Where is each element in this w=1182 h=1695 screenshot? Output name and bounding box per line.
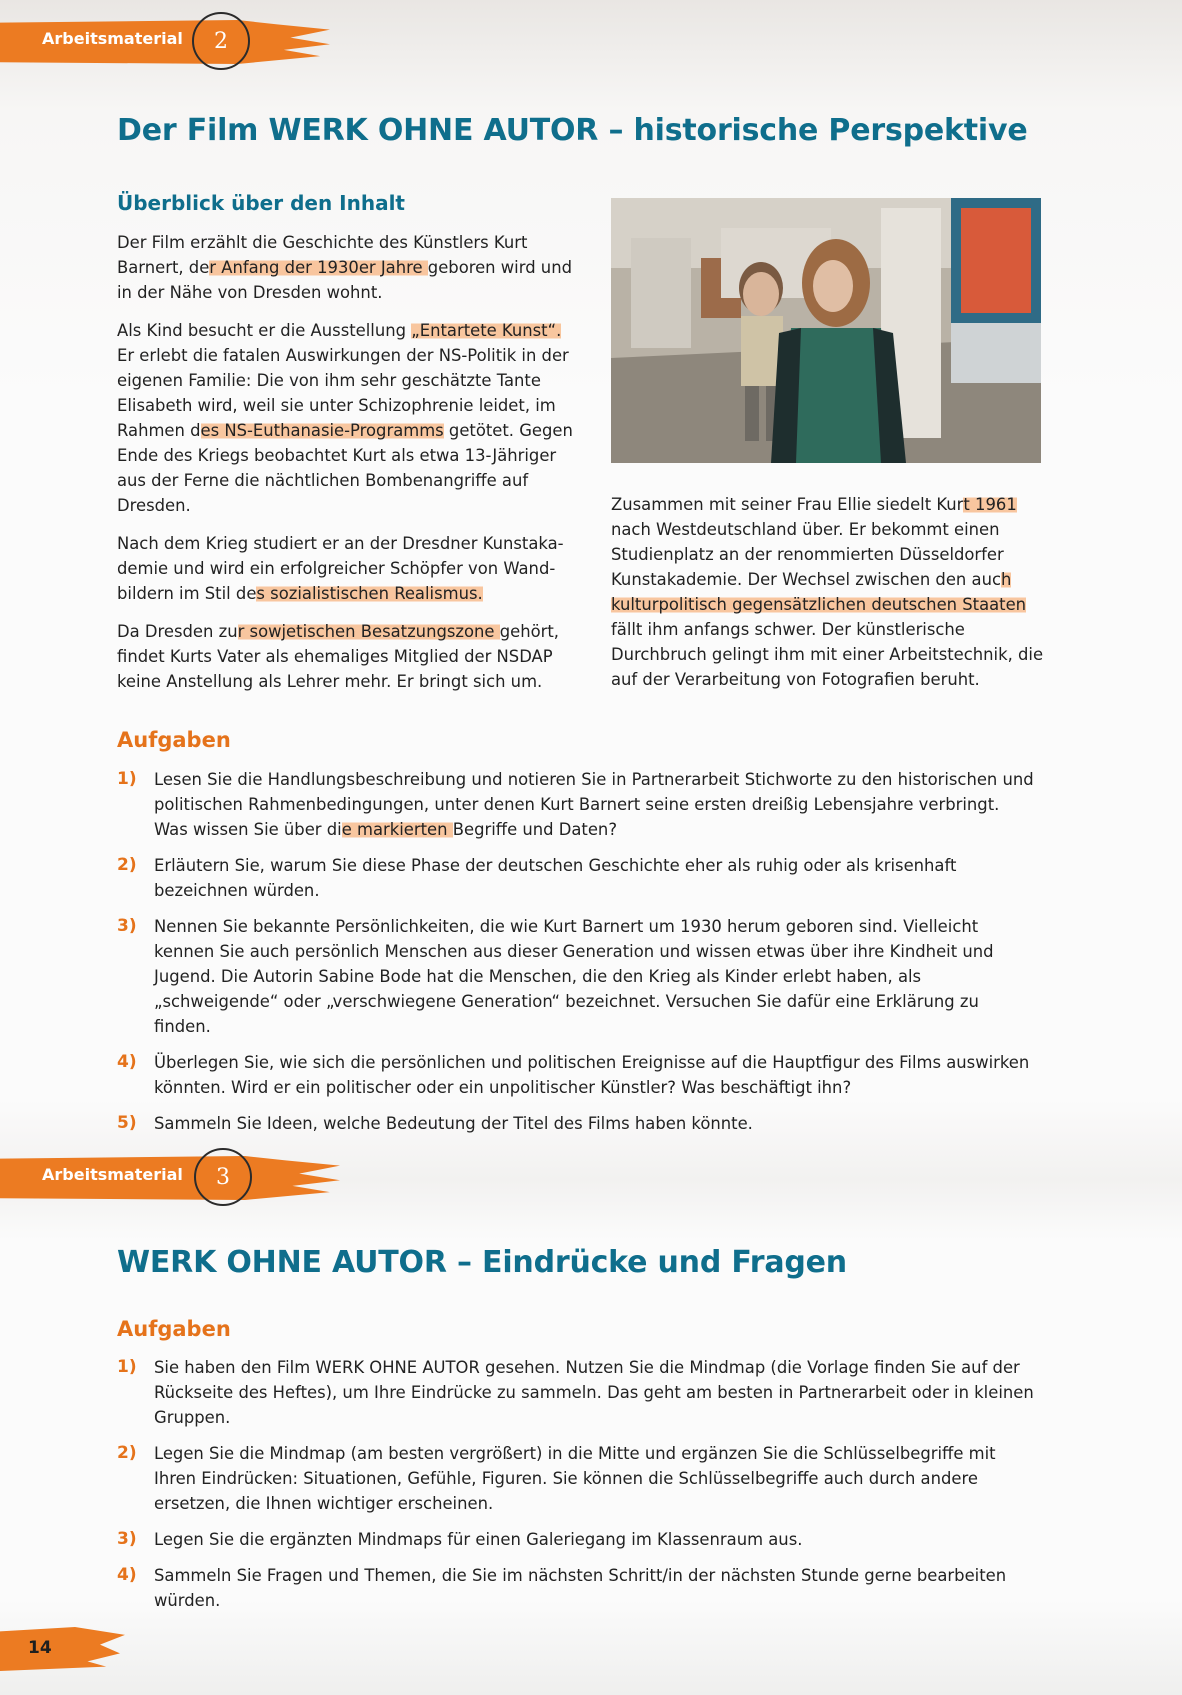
banner-label: Arbeitsmaterial: [42, 1165, 183, 1184]
task-number: 4): [117, 1052, 137, 1072]
section-banner-3: [0, 1156, 340, 1200]
task-list: [117, 1355, 1037, 1624]
text: getötet. Gegen Ende des Kriegs beobachtet Kurt als etwa 13-Jähriger aus der Ferne die nächtlichen Bombenangriffe auf Dresden.: [117, 421, 573, 515]
task-item: [117, 853, 1037, 903]
banner-number: 3: [216, 1164, 230, 1190]
paragraph: [117, 230, 577, 305]
page-number: 14: [28, 1638, 52, 1658]
task-number: 5): [117, 1113, 137, 1133]
text: fällt ihm anfangs schwer. Der künstlerische Durchbruch gelingt ihm mit einer Arbeitstechnik, die auf der Verarbeitung von Fotografien beruht.: [611, 620, 1044, 689]
highlighted-term: r Anfang der 1930er Jahre: [209, 258, 428, 277]
text: nach Westdeutschland über. Er bekommt einen Studienplatz an der renommierten Düsseldorfer Kunstakademie. Der Wechsel zwischen den auc: [611, 520, 1004, 589]
text: gehört, findet Kurts Vater als ehemaliges Mitglied der NSDAP keine Anstellung als Lehrer mehr. Er bringt sich um.: [117, 622, 559, 691]
task-number: 1): [117, 1357, 137, 1377]
page-title: Der Film WERK OHNE AUTOR – historische Perspektive: [117, 113, 1028, 148]
highlighted-term: s sozialistischen Realismus.: [256, 584, 483, 603]
task-item: [117, 1355, 1037, 1430]
paragraph: [117, 531, 577, 606]
task-text: Nennen Sie bekannte Persönlichkeiten, die wie Kurt Barnert um 1930 herum geboren sind. Vielleicht kennen Sie auch persönlich Menschen aus dieser Generation und wissen etwas über ihre Kindheit und Jugend. Die Autorin Sabine Bode hat die Menschen, die den Krieg als Kinder erlebt haben, als „schweigende“ oder „verschwiegene Generation“ bezeichnet. Versuchen Sie dafür eine Erklärung zu finden.: [154, 917, 994, 1036]
page-number-brush: [0, 1627, 125, 1671]
banner-number-circle: [192, 12, 250, 70]
section-title: WERK OHNE AUTOR – Eindrücke und Fragen: [117, 1245, 847, 1280]
overview-heading: Überblick über den Inhalt: [117, 191, 405, 215]
highlighted-term: h kulturpolitisch gegensätzlichen deutschen Staaten: [611, 570, 1027, 614]
task-text: Begriffe und Daten?: [452, 820, 618, 839]
highlighted-term: t 1961: [963, 495, 1017, 514]
task-number: 3): [117, 916, 137, 936]
task-text: Legen Sie die Mindmap (am besten vergrößert) in die Mitte und ergänzen Sie die Schlüsselbegriffe mit Ihren Eindrücken: Situationen, Gefühle, Figuren. Sie können die Schlüsselbegriffe auch durch andere ersetzen, die Ihnen wichtiger erscheinen.: [154, 1444, 996, 1513]
text: Da Dresden zu: [117, 622, 238, 641]
task-text: Sammeln Sie Fragen und Themen, die Sie im nächsten Schritt/in der nächsten Stunde gerne bearbeiten würden.: [154, 1566, 1007, 1610]
task-text: Sie haben den Film WERK OHNE AUTOR gesehen. Nutzen Sie die Mindmap (die Vorlage finden Sie auf der Rückseite des Heftes), um Ihre Eindrücke zu sammeln. Das geht am besten in Partnerarbeit oder in kleinen Gruppen.: [154, 1358, 1034, 1427]
left-column: [117, 230, 577, 707]
text: Der Film erzählt die Geschichte des Künstlers Kurt Barnert, de: [117, 233, 528, 277]
film-still-illustration: [611, 198, 1041, 463]
tasks-heading: Aufgaben: [117, 728, 231, 752]
task-item: [117, 1563, 1037, 1613]
task-text: Legen Sie die ergänzten Mindmaps für einen Galeriegang im Klassenraum aus.: [154, 1530, 803, 1549]
task-list: [117, 767, 1037, 1147]
text: Zusammen mit seiner Frau Ellie siedelt Kur: [611, 495, 964, 514]
task-text: Sammeln Sie Ideen, welche Bedeutung der Titel des Films haben könnte.: [154, 1114, 753, 1133]
task-item: [117, 914, 1037, 1039]
task-item: [117, 767, 1037, 842]
task-item: [117, 1441, 1037, 1516]
text: Er erlebt die fatalen Auswirkungen der NS-Politik in der eigenen Familie: Die von ihm sehr geschätzte Tante Elisabeth wird, weil sie unter Schizophrenie leidet, im Rahmen d: [117, 346, 569, 440]
banner-label: Arbeitsmaterial: [42, 29, 183, 48]
task-number: 3): [117, 1529, 137, 1549]
task-number: 1): [117, 769, 137, 789]
task-item: [117, 1111, 1037, 1136]
text: Als Kind besucht er die Ausstellung: [117, 321, 412, 340]
task-item: [117, 1050, 1037, 1100]
task-text: Überlegen Sie, wie sich die persönlichen und politischen Ereignisse auf die Hauptfigur des Films auswirken könnten. Wird er ein politischer oder ein unpolitischer Künstler? Was beschäftigt ihn?: [154, 1053, 1030, 1097]
task-text: Lesen Sie die Handlungsbeschreibung und notieren Sie in Partnerarbeit Stichworte zu den historischen und politischen Rahmenbedingungen, unter denen Kurt Barnert seine ersten dreißig Lebensjahre verbringt. Was wissen Sie über di: [154, 770, 1034, 839]
film-still-image: [611, 198, 1041, 463]
task-item: [117, 1527, 1037, 1552]
banner-number-circle: [194, 1148, 252, 1206]
task-number: 2): [117, 1443, 137, 1463]
task-text: Erläutern Sie, warum Sie diese Phase der deutschen Geschichte eher als ruhig oder als krisenhaft bezeichnen würden.: [154, 856, 957, 900]
banner-number: 2: [214, 28, 228, 54]
highlighted-term: r sowjetischen Besatzungszone: [237, 622, 500, 641]
tasks-heading: Aufgaben: [117, 1317, 231, 1341]
text: geboren wird und in der Nähe von Dresden wohnt.: [117, 258, 572, 302]
section-banner-2: [0, 20, 330, 64]
highlighted-term: es NS-Euthanasie-Programms: [200, 421, 444, 440]
task-number: 2): [117, 855, 137, 875]
text: Nach dem Krieg studiert er an der Dresdner Kunstakademie und wird ein erfolgreicher Schöpfer von Wandbildern im Stil de: [117, 534, 564, 603]
paragraph: [611, 492, 1061, 692]
highlighted-term: e markierten: [341, 820, 453, 839]
right-column: [611, 492, 1061, 705]
highlighted-term: „Entartete Kunst“.: [411, 321, 562, 340]
paragraph: [117, 619, 577, 694]
task-number: 4): [117, 1565, 137, 1585]
paragraph: [117, 318, 577, 518]
